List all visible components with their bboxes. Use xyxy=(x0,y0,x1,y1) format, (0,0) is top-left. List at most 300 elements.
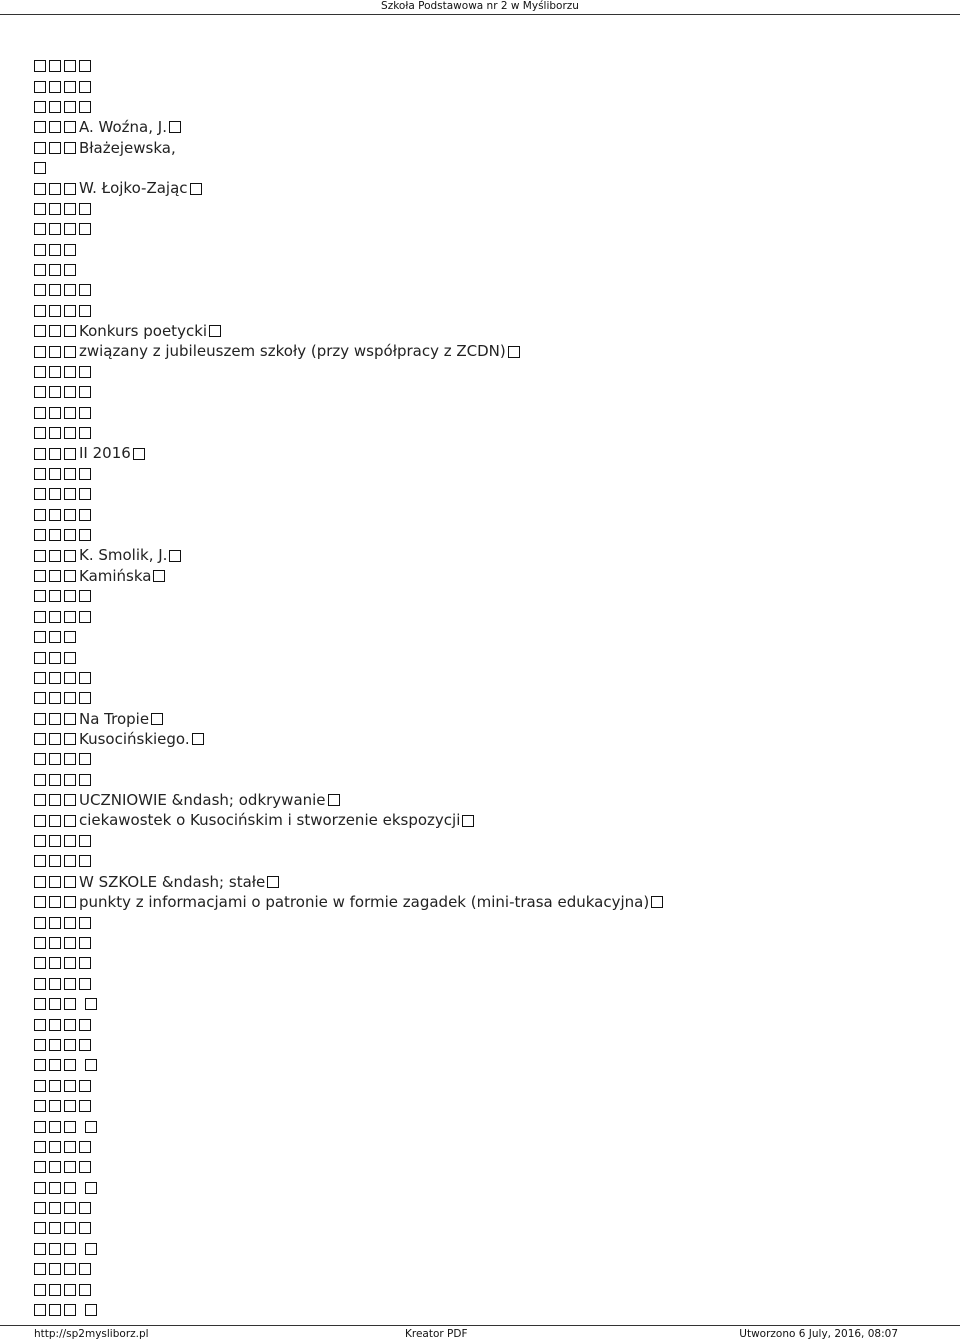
missing-glyph-icon xyxy=(49,876,61,888)
missing-glyph-icon xyxy=(169,550,181,562)
text-line xyxy=(34,443,934,463)
missing-glyph-icon xyxy=(64,672,76,684)
missing-glyph-icon xyxy=(34,855,46,867)
missing-glyph-icon xyxy=(34,1100,46,1112)
missing-glyph-icon xyxy=(64,386,76,398)
missing-glyph-icon xyxy=(64,550,76,562)
missing-glyph-icon xyxy=(79,1284,91,1296)
missing-glyph-icon xyxy=(49,142,61,154)
missing-glyph-icon xyxy=(49,244,61,256)
missing-glyph-icon xyxy=(79,917,91,929)
missing-glyph-icon xyxy=(192,733,204,745)
missing-glyph-icon xyxy=(49,427,61,439)
missing-glyph-icon xyxy=(85,1182,97,1194)
missing-glyph-icon xyxy=(34,753,46,765)
missing-glyph-icon xyxy=(64,427,76,439)
missing-glyph-icon xyxy=(34,672,46,684)
missing-glyph-icon xyxy=(328,794,340,806)
missing-glyph-icon xyxy=(34,529,46,541)
missing-glyph-icon xyxy=(64,346,76,358)
text-line xyxy=(34,97,934,117)
missing-glyph-icon xyxy=(49,1121,61,1133)
missing-glyph-icon xyxy=(34,1222,46,1234)
text-line xyxy=(34,56,934,76)
missing-glyph-icon xyxy=(64,1304,76,1316)
missing-glyph-icon xyxy=(34,652,46,664)
missing-glyph-icon xyxy=(49,753,61,765)
missing-glyph-icon xyxy=(64,183,76,195)
text-line xyxy=(34,933,934,953)
text-line xyxy=(34,872,934,892)
missing-glyph-icon xyxy=(64,1182,76,1194)
missing-glyph-icon xyxy=(49,325,61,337)
missing-glyph-icon xyxy=(64,142,76,154)
text-line-content: Błażejewska, xyxy=(79,138,176,157)
missing-glyph-icon xyxy=(79,468,91,480)
missing-glyph-icon xyxy=(79,529,91,541)
missing-glyph-icon xyxy=(49,815,61,827)
missing-glyph-icon xyxy=(79,672,91,684)
text-line xyxy=(34,362,934,382)
missing-glyph-icon xyxy=(34,346,46,358)
missing-glyph-icon xyxy=(79,835,91,847)
missing-glyph-icon xyxy=(79,101,91,113)
missing-glyph-icon xyxy=(49,1304,61,1316)
missing-glyph-icon xyxy=(49,448,61,460)
missing-glyph-icon xyxy=(34,550,46,562)
text-line xyxy=(34,1259,934,1279)
missing-glyph-icon xyxy=(34,407,46,419)
missing-glyph-icon xyxy=(267,876,279,888)
text-line xyxy=(34,382,934,402)
missing-glyph-icon xyxy=(34,590,46,602)
text-line-content: związany z jubileuszem szkoły (przy współpracy z ZCDN) xyxy=(79,342,506,361)
missing-glyph-icon xyxy=(49,101,61,113)
missing-glyph-icon xyxy=(34,713,46,725)
missing-glyph-icon xyxy=(49,1222,61,1234)
text-line-content: punkty z informacjami o patronie w formie zagadek (mini-trasa edukacyjna) xyxy=(79,893,650,912)
missing-glyph-icon xyxy=(49,774,61,786)
missing-glyph-icon xyxy=(64,1080,76,1092)
text-line xyxy=(34,892,934,912)
missing-glyph-icon xyxy=(79,60,91,72)
text-line xyxy=(34,525,934,545)
missing-glyph-icon xyxy=(49,652,61,664)
missing-glyph-icon xyxy=(49,550,61,562)
missing-glyph-icon xyxy=(34,203,46,215)
missing-glyph-icon xyxy=(49,509,61,521)
text-line xyxy=(34,1137,934,1157)
missing-glyph-icon xyxy=(79,611,91,623)
missing-glyph-icon xyxy=(49,81,61,93)
missing-glyph-icon xyxy=(64,305,76,317)
missing-glyph-icon xyxy=(49,713,61,725)
missing-glyph-icon xyxy=(49,468,61,480)
missing-glyph-icon xyxy=(34,284,46,296)
text-line xyxy=(34,607,934,627)
missing-glyph-icon xyxy=(64,509,76,521)
missing-glyph-icon xyxy=(64,1263,76,1275)
missing-glyph-icon xyxy=(49,794,61,806)
missing-glyph-icon xyxy=(34,1141,46,1153)
missing-glyph-icon xyxy=(49,121,61,133)
missing-glyph-icon xyxy=(79,223,91,235)
text-line-content: II 2016 xyxy=(79,444,131,463)
missing-glyph-icon xyxy=(64,957,76,969)
missing-glyph-icon xyxy=(49,631,61,643)
missing-glyph-icon xyxy=(64,896,76,908)
text-line xyxy=(34,505,934,525)
missing-glyph-icon xyxy=(49,570,61,582)
missing-glyph-icon xyxy=(34,183,46,195)
missing-glyph-icon xyxy=(64,1059,76,1071)
page-header xyxy=(0,0,960,15)
text-line xyxy=(34,341,934,361)
missing-glyph-icon xyxy=(64,978,76,990)
missing-glyph-icon xyxy=(34,448,46,460)
missing-glyph-icon xyxy=(85,1304,97,1316)
missing-glyph-icon xyxy=(79,957,91,969)
missing-glyph-icon xyxy=(34,835,46,847)
text-line-content: W. Łojko-Zając xyxy=(79,179,188,198)
missing-glyph-icon xyxy=(34,733,46,745)
missing-glyph-icon xyxy=(85,1243,97,1255)
missing-glyph-icon xyxy=(79,81,91,93)
text-line xyxy=(34,240,934,260)
missing-glyph-icon xyxy=(34,978,46,990)
missing-glyph-icon xyxy=(34,121,46,133)
text-line xyxy=(34,1218,934,1238)
missing-glyph-icon xyxy=(49,590,61,602)
missing-glyph-icon xyxy=(49,264,61,276)
text-line xyxy=(34,668,934,688)
missing-glyph-icon xyxy=(64,1284,76,1296)
text-line-content: Konkurs poetycki xyxy=(79,322,208,341)
missing-glyph-icon xyxy=(49,835,61,847)
missing-glyph-icon xyxy=(34,162,46,174)
missing-glyph-icon xyxy=(79,407,91,419)
text-line-content: Kamińska xyxy=(79,566,152,585)
text-line-content: A. Woźna, J. xyxy=(79,118,167,137)
missing-glyph-icon xyxy=(49,1080,61,1092)
missing-glyph-icon xyxy=(49,855,61,867)
missing-glyph-icon xyxy=(64,937,76,949)
missing-glyph-icon xyxy=(34,794,46,806)
missing-glyph-icon xyxy=(64,1121,76,1133)
missing-glyph-icon xyxy=(64,998,76,1010)
missing-glyph-icon xyxy=(49,407,61,419)
text-line xyxy=(34,709,934,729)
text-line xyxy=(34,219,934,239)
text-line xyxy=(34,994,934,1014)
missing-glyph-icon xyxy=(34,896,46,908)
missing-glyph-icon xyxy=(64,835,76,847)
text-line xyxy=(34,790,934,810)
missing-glyph-icon xyxy=(64,855,76,867)
missing-glyph-icon xyxy=(79,855,91,867)
missing-glyph-icon xyxy=(651,896,663,908)
missing-glyph-icon xyxy=(79,386,91,398)
missing-glyph-icon xyxy=(64,468,76,480)
text-line xyxy=(34,1035,934,1055)
missing-glyph-icon xyxy=(34,611,46,623)
missing-glyph-icon xyxy=(49,529,61,541)
text-line xyxy=(34,1198,934,1218)
missing-glyph-icon xyxy=(85,1059,97,1071)
missing-glyph-icon xyxy=(64,774,76,786)
missing-glyph-icon xyxy=(34,1263,46,1275)
missing-glyph-icon xyxy=(64,1141,76,1153)
missing-glyph-icon xyxy=(34,305,46,317)
missing-glyph-icon xyxy=(49,611,61,623)
text-line xyxy=(34,749,934,769)
missing-glyph-icon xyxy=(49,733,61,745)
missing-glyph-icon xyxy=(79,488,91,500)
text-line-content: Na Tropie xyxy=(79,709,150,728)
missing-glyph-icon xyxy=(64,101,76,113)
missing-glyph-icon xyxy=(151,713,163,725)
text-line xyxy=(34,1239,934,1259)
missing-glyph-icon xyxy=(169,121,181,133)
missing-glyph-icon xyxy=(79,1222,91,1234)
text-line xyxy=(34,953,934,973)
missing-glyph-icon xyxy=(79,366,91,378)
text-line xyxy=(34,178,934,198)
missing-glyph-icon xyxy=(34,1161,46,1173)
missing-glyph-icon xyxy=(64,366,76,378)
missing-glyph-icon xyxy=(49,1182,61,1194)
missing-glyph-icon xyxy=(49,1243,61,1255)
missing-glyph-icon xyxy=(85,1121,97,1133)
missing-glyph-icon xyxy=(49,1059,61,1071)
missing-glyph-icon xyxy=(64,60,76,72)
missing-glyph-icon xyxy=(49,937,61,949)
missing-glyph-icon xyxy=(34,1019,46,1031)
missing-glyph-icon xyxy=(34,1039,46,1051)
missing-glyph-icon xyxy=(64,203,76,215)
text-line-content: W SZKOLE &ndash; stałe xyxy=(79,872,266,891)
missing-glyph-icon xyxy=(49,1161,61,1173)
missing-glyph-icon xyxy=(79,284,91,296)
missing-glyph-icon xyxy=(64,223,76,235)
text-line xyxy=(34,974,934,994)
missing-glyph-icon xyxy=(64,590,76,602)
document-body xyxy=(34,56,934,1320)
text-line-content: Kusocińskiego. xyxy=(79,729,190,748)
missing-glyph-icon xyxy=(34,1202,46,1214)
missing-glyph-icon xyxy=(64,284,76,296)
missing-glyph-icon xyxy=(190,183,202,195)
missing-glyph-icon xyxy=(34,1080,46,1092)
text-line xyxy=(34,1279,934,1299)
missing-glyph-icon xyxy=(49,203,61,215)
text-line xyxy=(34,851,934,871)
missing-glyph-icon xyxy=(49,917,61,929)
text-line xyxy=(34,423,934,443)
missing-glyph-icon xyxy=(34,1121,46,1133)
missing-glyph-icon xyxy=(34,488,46,500)
text-line xyxy=(34,810,934,830)
text-line xyxy=(34,1157,934,1177)
missing-glyph-icon xyxy=(64,570,76,582)
missing-glyph-icon xyxy=(34,937,46,949)
missing-glyph-icon xyxy=(34,957,46,969)
missing-glyph-icon xyxy=(34,917,46,929)
text-line xyxy=(34,1177,934,1197)
text-line xyxy=(34,464,934,484)
missing-glyph-icon xyxy=(64,794,76,806)
text-line xyxy=(34,76,934,96)
text-line xyxy=(34,1055,934,1075)
missing-glyph-icon xyxy=(49,1284,61,1296)
missing-glyph-icon xyxy=(209,325,221,337)
missing-glyph-icon xyxy=(34,570,46,582)
missing-glyph-icon xyxy=(49,60,61,72)
missing-glyph-icon xyxy=(79,1141,91,1153)
missing-glyph-icon xyxy=(49,672,61,684)
text-line-content: K. Smolik, J. xyxy=(79,546,168,565)
missing-glyph-icon xyxy=(34,774,46,786)
missing-glyph-icon xyxy=(64,529,76,541)
missing-glyph-icon xyxy=(85,998,97,1010)
missing-glyph-icon xyxy=(34,998,46,1010)
missing-glyph-icon xyxy=(49,1019,61,1031)
text-line-content: ciekawostek o Kusocińskim i stworzenie ekspozycji xyxy=(79,811,461,830)
missing-glyph-icon xyxy=(34,692,46,704)
missing-glyph-icon xyxy=(64,1039,76,1051)
missing-glyph-icon xyxy=(34,264,46,276)
missing-glyph-icon xyxy=(49,1141,61,1153)
missing-glyph-icon xyxy=(49,488,61,500)
missing-glyph-icon xyxy=(64,325,76,337)
missing-glyph-icon xyxy=(34,223,46,235)
text-line xyxy=(34,403,934,423)
missing-glyph-icon xyxy=(34,386,46,398)
missing-glyph-icon xyxy=(64,264,76,276)
text-line xyxy=(34,138,934,158)
missing-glyph-icon xyxy=(34,876,46,888)
missing-glyph-icon xyxy=(64,692,76,704)
missing-glyph-icon xyxy=(79,1039,91,1051)
missing-glyph-icon xyxy=(79,1019,91,1031)
footer-url: http://sp2mysliborz.pl xyxy=(34,1328,149,1340)
text-line xyxy=(34,586,934,606)
missing-glyph-icon xyxy=(462,815,474,827)
missing-glyph-icon xyxy=(49,366,61,378)
missing-glyph-icon xyxy=(49,305,61,317)
missing-glyph-icon xyxy=(49,957,61,969)
missing-glyph-icon xyxy=(49,1202,61,1214)
missing-glyph-icon xyxy=(79,1080,91,1092)
missing-glyph-icon xyxy=(34,1304,46,1316)
missing-glyph-icon xyxy=(34,427,46,439)
footer-generator: Kreator PDF xyxy=(405,1328,468,1340)
text-line xyxy=(34,1076,934,1096)
page-footer xyxy=(0,1325,960,1342)
text-line xyxy=(34,280,934,300)
missing-glyph-icon xyxy=(49,896,61,908)
missing-glyph-icon xyxy=(79,1263,91,1275)
missing-glyph-icon xyxy=(79,774,91,786)
text-line xyxy=(34,301,934,321)
text-line-content: UCZNIOWIE &ndash; odkrywanie xyxy=(79,791,326,810)
text-line xyxy=(34,117,934,137)
missing-glyph-icon xyxy=(49,1263,61,1275)
missing-glyph-icon xyxy=(153,570,165,582)
missing-glyph-icon xyxy=(49,284,61,296)
missing-glyph-icon xyxy=(34,509,46,521)
missing-glyph-icon xyxy=(34,631,46,643)
missing-glyph-icon xyxy=(64,121,76,133)
missing-glyph-icon xyxy=(79,1161,91,1173)
missing-glyph-icon xyxy=(34,1284,46,1296)
text-line xyxy=(34,831,934,851)
missing-glyph-icon xyxy=(79,509,91,521)
missing-glyph-icon xyxy=(79,937,91,949)
missing-glyph-icon xyxy=(49,1100,61,1112)
missing-glyph-icon xyxy=(34,60,46,72)
missing-glyph-icon xyxy=(79,1100,91,1112)
text-line xyxy=(34,260,934,280)
missing-glyph-icon xyxy=(79,753,91,765)
text-line xyxy=(34,545,934,565)
footer-created-date: Utworzono 6 July, 2016, 08:07 xyxy=(739,1328,898,1340)
missing-glyph-icon xyxy=(34,468,46,480)
text-line xyxy=(34,729,934,749)
missing-glyph-icon xyxy=(34,81,46,93)
missing-glyph-icon xyxy=(49,692,61,704)
missing-glyph-icon xyxy=(49,978,61,990)
missing-glyph-icon xyxy=(79,978,91,990)
missing-glyph-icon xyxy=(49,386,61,398)
missing-glyph-icon xyxy=(34,1243,46,1255)
missing-glyph-icon xyxy=(64,1161,76,1173)
missing-glyph-icon xyxy=(49,346,61,358)
missing-glyph-icon xyxy=(64,611,76,623)
missing-glyph-icon xyxy=(79,1202,91,1214)
missing-glyph-icon xyxy=(34,244,46,256)
text-line xyxy=(34,321,934,341)
text-line xyxy=(34,627,934,647)
missing-glyph-icon xyxy=(64,753,76,765)
missing-glyph-icon xyxy=(49,223,61,235)
missing-glyph-icon xyxy=(64,244,76,256)
missing-glyph-icon xyxy=(34,366,46,378)
missing-glyph-icon xyxy=(508,346,520,358)
missing-glyph-icon xyxy=(64,1100,76,1112)
missing-glyph-icon xyxy=(64,81,76,93)
missing-glyph-icon xyxy=(34,101,46,113)
missing-glyph-icon xyxy=(34,815,46,827)
missing-glyph-icon xyxy=(133,448,145,460)
missing-glyph-icon xyxy=(64,917,76,929)
text-line xyxy=(34,1116,934,1136)
missing-glyph-icon xyxy=(64,815,76,827)
missing-glyph-icon xyxy=(64,448,76,460)
missing-glyph-icon xyxy=(34,1059,46,1071)
text-line xyxy=(34,1096,934,1116)
missing-glyph-icon xyxy=(64,876,76,888)
text-line xyxy=(34,1300,934,1320)
missing-glyph-icon xyxy=(49,998,61,1010)
missing-glyph-icon xyxy=(64,713,76,725)
missing-glyph-icon xyxy=(49,1039,61,1051)
missing-glyph-icon xyxy=(79,692,91,704)
text-line xyxy=(34,158,934,178)
missing-glyph-icon xyxy=(64,1019,76,1031)
text-line xyxy=(34,566,934,586)
missing-glyph-icon xyxy=(64,1243,76,1255)
